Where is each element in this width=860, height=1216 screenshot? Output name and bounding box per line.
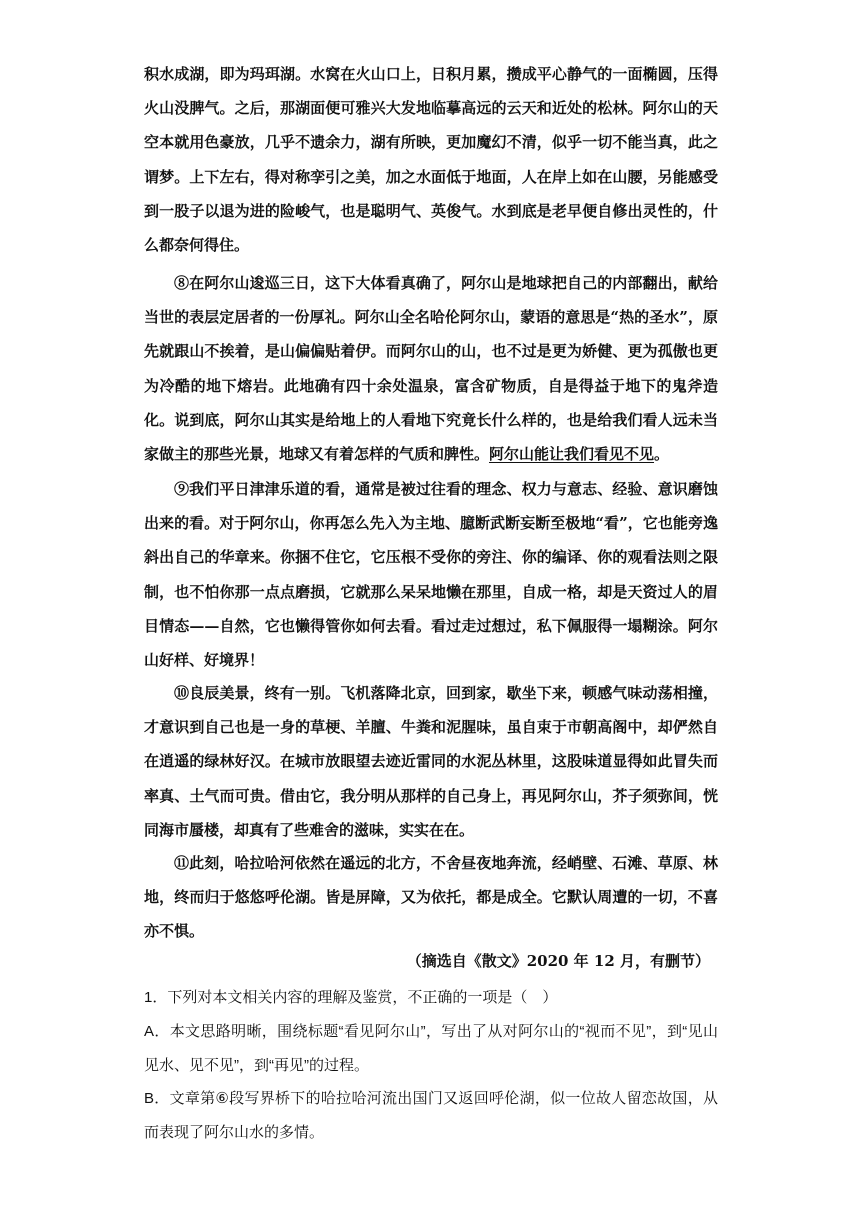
paragraph-11: ⑪此刻，哈拉哈河依然在遥远的北方，不舍昼夜地奔流，经峭壁、石滩、草原、林地，终而归于悠悠呼伦湖。皆是屏障，又为依托，都是成全。它默认周遭的一切，不喜亦不惧。: [144, 854, 718, 941]
source-citation: （摘选自《散文》2020 年 12 月，有删节）: [406, 952, 710, 970]
paragraph-9: ⑨我们平日津津乐道的看，通常是被过往看的理念、权力与意志、经验、意识磨蚀出来的看。对于阿尔山，你再怎么先入为主地、臆断武断妄断至极地“看”，它也能旁逸斜出自己的华章来。你捆不住它，它压根不受你的旁注、你的编译、你的观看法则之限制，也不怕你那一点点磨损，它就那么呆呆地懒在那里，自成一格，却是天资过人的眉目情态——自然，它也懒得管你如何去看。看过走过想过，私下佩服得一塌糊涂。阿尔山好样、好境界！: [144, 480, 718, 670]
option-b: B．文章第⑥段写界桥下的哈拉哈河流出国门又返回呼伦湖，似一位故人留恋故国，从而表现了阿尔山水的多情。: [144, 1090, 718, 1141]
paragraph-8-end: 。: [654, 445, 670, 464]
paragraph-7-continued: 积水成湖，即为玛珥湖。水窝在火山口上，日积月累，攒成平心静气的一面椭圆，压得火山没脾气。之后，那湖面便可雅兴大发地临摹高远的云天和近处的松林。阿尔山的天空本就用色豪放，几乎不遗余力，湖有所映，更加魔幻不清，似乎一切不能当真，此之谓梦。上下左右，得对称孪引之美，加之水面低于地面，人在岸上如在山腰，另能感受到一股子以退为进的险峻气，也是聪明气、英俊气。水到底是老早便自修出灵性的，什么都奈何得住。: [144, 65, 718, 255]
paragraph-8: [144, 266, 718, 471]
question-stem: 1．下列对本文相关内容的理解及鉴赏，不正确的一项是（ ）: [144, 989, 558, 1006]
paragraph-10: ⑩良辰美景，终有一别。飞机落降北京，回到家，歇坐下来，顿感气味动荡相撞，才意识到自己也是一身的草梗、羊膻、牛粪和泥腥味，虽自束于市朝高阁中，却俨然自在逍遥的绿林好汉。在城市放眼望去迹近雷同的水泥丛林里，这股味道显得如此冒失而率真、土气而可贵。借由它，我分明从那样的自己身上，再见阿尔山，芥子须弥间，恍同海市蜃楼，却真有了些难舍的滋味，实实在在。: [144, 684, 718, 839]
paragraph-8-text: ⑧在阿尔山逡巡三日，这下大体看真确了，阿尔山是地球把自己的内部翻出，献给当世的表层定居者的一份厚礼。阿尔山全名哈伦阿尔山，蒙语的意思是“热的圣水”，原先就跟山不挨着，是山偏偏贴着伊。而阿尔山的山，也不过是更为娇健、更为孤傲也更为冷酷的地下熔岩。此地确有四十余处温泉，富含矿物质，自是得益于地下的鬼斧造化。说到底，阿尔山其实是给地上的人看地下究竟长什么样的，也是给我们看人远未当家做主的那些光景，地球又有着怎样的气质和脾性。: [144, 274, 718, 464]
option-a: A．本文思路明晰，围绕标题“看见阿尔山”，写出了从对阿尔山的“视而不见”，到“见山见水、见不见”，到“再见”的过程。: [144, 1023, 718, 1074]
underlined-sentence: 阿尔山能让我们看见不见: [489, 445, 655, 464]
